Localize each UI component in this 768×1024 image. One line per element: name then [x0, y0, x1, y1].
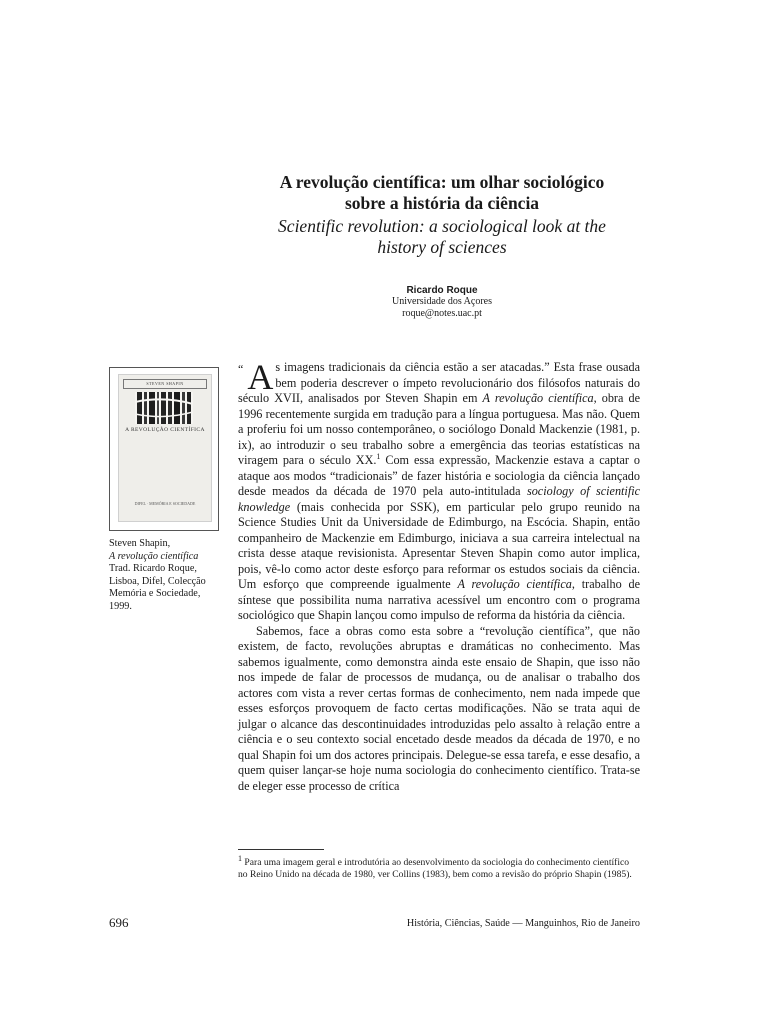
author-affiliation-block [232, 296, 652, 319]
title-line-2: sobre a história da ciência [344, 193, 540, 213]
book-cover-image [109, 367, 219, 531]
paragraph-1-text-h: , trabalho de síntese que possibilita numa narrativa acessível um encontro com o programa sociológico que Shapin lançou como impulso de reforma da história da ciência. [238, 577, 640, 622]
caption-line-4: Lisboa, Difel, Colecção [109, 575, 206, 587]
article-body [238, 357, 641, 794]
book-title-ref: A revolução científica [482, 391, 594, 405]
paragraph-1-text-a: s imagens tradicionais da ciência estão a ser atacadas.” Esta frase ousada bem poderia descrever o ímpeto revolucionário dos filósofos naturais do século XVII, analisados por Steven Shapin em [238, 360, 640, 405]
book-cover [118, 374, 212, 522]
footnote-ref: 1 [376, 451, 381, 461]
journal-name: História, Ciências, Saúde — Manguinhos, Rio de Janeiro [406, 918, 640, 929]
article-title [232, 172, 652, 214]
page-number: 696 [109, 915, 129, 930]
title-line-1: A revolução científica: um olhar sociológico [279, 172, 605, 192]
book-caption [109, 538, 221, 614]
caption-line-5: Memória e Sociedade, [109, 588, 201, 600]
paragraph-1-text-d: Com essa expressão, Mackenzie estava a captar o ataque aos modos “tradicionais” de fazer história e sociologia da ciência lançado desde meados da década de 1970 pela auto-intitulada [238, 453, 640, 498]
article-subtitle [232, 216, 652, 258]
cover-title: A REVOLUÇÃO CIENTÍFICA [125, 427, 205, 433]
footnote [238, 853, 640, 882]
subtitle-line-2: history of sciences [377, 237, 507, 257]
cover-stripes-graphic [135, 392, 193, 424]
book-title-ref-2: A revolução científica [457, 577, 572, 591]
cover-publisher: DIFEL · MEMÓRIA E SOCIEDADE [134, 501, 196, 506]
paragraph-2: Sabemos, face a obras como esta sobre a “revolução científica”, que não existem, de facto, revoluções abruptas e dramáticas no conhecimento. Mas sabemos igualmente, como demonstra ainda este ensaio de Shapin, que isso não nos impede de falar de processos de mudança, ou de analisar o trabalho dos actores com vista a rever certas formas de conhecimento, nem nada impede que esses esforços provoquem de facto certas modificações. Não se trata aqui de julgar o alcance das descontinuidades introduzidas pelo assalto à relação entre a ciência e o seu contexto social encetado desde meados da década de 1970, e no qual Shapin foi um dos actores principais. Delegue-se essa tarefa, e esse desafio, a quem quiser lançar-se hoje numa sociologia do conhecimento científico. Trata-se de eleger esse processo de crítica [238, 623, 640, 793]
author-name: Ricardo Roque [406, 285, 478, 296]
footnote-divider [238, 849, 324, 850]
footnote-text: Para uma imagem geral e introdutória ao desenvolvimento da sociologia do conhecimento científico no Reino Unido na década de 1980, ver Collins (1983), bem como a revisão do próprio Shapin (1985). [238, 857, 632, 881]
drop-cap: A [247, 357, 274, 397]
caption-title: A revolução científica [109, 550, 199, 562]
caption-line-3: Trad. Ricardo Roque, [109, 563, 197, 575]
caption-line-6: 1999. [109, 600, 132, 612]
paragraph-1-text-c: , obra de 1996 recentemente surgida em tradução para a língua portuguesa. Mas não. Quem a proferiu foi um nosso contemporâneo, o sociólogo Donald Mackenzie (1981, p. ix), ao introduzir o seu trabalho sobre a emergência das teorias estatísticas na viragem para o século XX. [238, 391, 640, 467]
author-email: roque@notes.uac.pt [402, 307, 482, 319]
paragraph-1-text-f: (mais conhecida por SSK), em particular pelo grupo reunido na Science Studies Unit da Universidade de Edimburgo, na Escócia. Shapin, então companheiro de Mackenzie em Edimburgo, iniciava a sua carreira intelectual na crista desse ataque revisionista. Apresentar Steven Shapin como autor implica, pois, vê-lo como actor deste esforço para reformar os estudos sociais da ciência. Um esforço que compreende igualmente [238, 499, 640, 591]
ssk-term: sociology of scientific knowledge [238, 484, 641, 514]
paragraph-1 [238, 357, 641, 624]
subtitle-line-1: Scientific revolution: a sociological look at the [278, 216, 606, 236]
cover-author-label: STEVEN SHAPIN [123, 379, 207, 389]
opening-quote: “ [238, 362, 244, 376]
author-affiliation: Universidade dos Açores [392, 296, 492, 307]
footnote-mark: 1 [238, 853, 242, 863]
caption-author: Steven Shapin, [109, 538, 171, 549]
